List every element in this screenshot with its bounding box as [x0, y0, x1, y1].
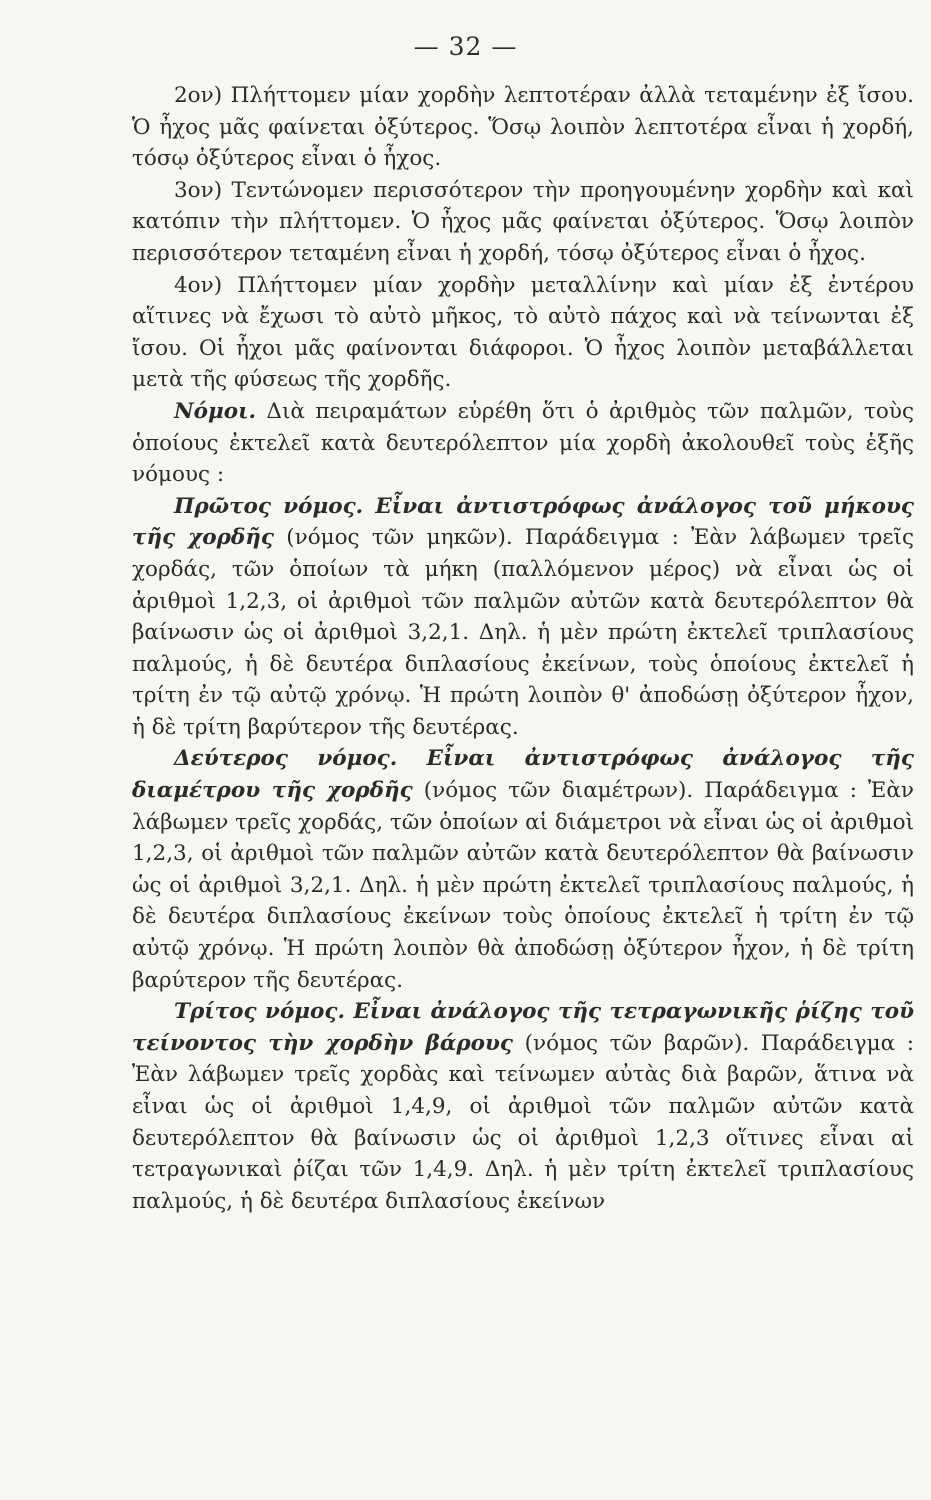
paragraph-2: 2ον) Πλήττομεν μίαν χορδὴν λεπτοτέραν ἀλλὰ τεταμένην ἐξ ἴσου. Ὁ ἦχος μᾶς φαίνεται ὀξύτερος. Ὅσῳ λοιπὸν λεπτοτέρα εἶναι ἡ χορδή, τόσῳ ὀξύτερος εἶναι ὁ ἦχος.	[132, 83, 914, 172]
laws-intro	[132, 396, 914, 491]
law-3-statement: Εἶναι ἀνάλογος τῆς τετραγωνικῆς ῥίζης τοῦ τείνοντος τὴν χορδὴν βάρους	[132, 999, 915, 1056]
body-text	[132, 80, 914, 1217]
law-2	[132, 743, 914, 996]
law-2-title: Δεύτερος νόμος.	[174, 746, 398, 772]
laws-heading: Νόμοι.	[174, 398, 256, 424]
law-1-title: Πρῶτος νόμος.	[174, 493, 364, 519]
law-1-statement: Εἶναι ἀντιστρόφως ἀνάλογος τοῦ μήκους τῆς χορδῆς	[132, 493, 914, 551]
law-1	[132, 491, 914, 744]
law-2-statement: Εἶναι ἀντιστρόφως ἀνάλογος τῆς διαμέτρου τῆς χορδῆς	[132, 746, 915, 804]
paragraph-4: 4ον) Πλήττομεν μίαν χορδὴν μεταλλίνην καὶ μίαν ἐξ ἐντέρου αἵτινες νὰ ἔχωσι τὸ αὐτὸ μῆκος, τὸ αὐτὸ πάχος καὶ νὰ τείνωνται ἐξ ἴσου. Οἱ ἦχοι μᾶς φαίνονται διάφοροι. Ὁ ἦχος λοιπὸν μεταβάλλεται μετὰ τῆς φύσεως τῆς χορδῆς.	[132, 272, 914, 393]
paragraph-3: 3ον) Τεντώνομεν περισσότερον τὴν προηγουμένην χορδὴν καὶ καὶ κατόπιν τὴν πλήττομεν. Ὁ ἦχος μᾶς φαίνεται ὀξύτερος. Ὅσῳ λοιπὸν περισσότερον τεταμένη εἶναι ἡ χορδή, τόσῳ ὀξύτερος εἶναι ὁ ἦχος.	[132, 177, 914, 266]
law-3-text: (νόμος τῶν βαρῶν). Παράδειγμα : Ἐὰν λάβωμεν τρεῖς χορδὰς καὶ τείνωμεν αὐτὰς διὰ βαρῶν, ἅτινα νὰ εἶναι ὡς οἱ ἀριθμοὶ 1,4,9, οἱ ἀριθμοὶ τῶν παλμῶν αὐτῶν κατὰ δευτερόλεπτον θὰ βαίνωσιν ὡς οἱ ἀριθμοὶ 1,2,3 οἵτινες εἶναι αἱ τετραγωνικαὶ ῥίζαι τῶν 1,4,9. Δηλ. ἡ μὲν τρίτη ἐκτελεῖ τριπλασίους παλμούς, ἡ δὲ δευτέρα διπλασίους ἐκείνων	[132, 1030, 914, 1214]
law-3-title: Τρίτος νόμος.	[174, 999, 345, 1025]
page-number: — 32 —	[413, 32, 518, 61]
law-1-text: (νόμος τῶν μηκῶν). Παράδειγμα : Ἐὰν λάβωμεν τρεῖς χορδάς, τῶν ὁποίων τὰ μήκη (παλλόμενον μέρος) νὰ εἶναι ὡς οἱ ἀριθμοὶ 1,2,3, οἱ ἀριθμοὶ τῶν παλμῶν αὐτῶν κατὰ δευτερόλεπτον θὰ βαίνωσιν ὡς οἱ ἀριθμοὶ 3,2,1. Δηλ. ἡ μὲν πρώτη ἐκτελεῖ τριπλασίους παλμούς, ἡ δὲ δευτέρα διπλασίους ἐκείνων, τοὺς ὁποίους ἐκτελεῖ ἡ τρίτη ἐν τῷ αὐτῷ χρόνῳ. Ἡ πρώτη λοιπὸν θ' ἀποδώσῃ ὀξύτερον ἦχον, ἡ δὲ τρίτη βαρύτερον τῆς δευτέρας.	[132, 525, 914, 740]
laws-intro-text: Διὰ πειραμάτων εὑρέθη ὅτι ὁ ἀριθμὸς τῶν παλμῶν, τοὺς ὁποίους ἐκτελεῖ κατὰ δευτερόλεπτον μία χορδὴ ἀκολουθεῖ τοὺς ἑξῆς νόμους :	[132, 398, 914, 488]
law-3	[132, 996, 914, 1217]
law-2-text: (νόμος τῶν διαμέτρων). Παράδειγμα : Ἐὰν λάβωμεν τρεῖς χορδάς, τῶν ὁποίων αἱ διάμετροι νὰ εἶναι ὡς οἱ ἀριθμοὶ 1,2,3, οἱ ἀριθμοὶ τῶν παλμῶν αὐτῶν κατὰ δευτερόλεπτον θὰ βαίνωσιν ὡς οἱ ἀριθμοὶ 3,2,1. Δηλ. ἡ μὲν πρώτη ἐκτελεῖ τριπλασίους παλμούς, ἡ δὲ δευτέρα διπλασίους ἐκείνων τοὺς ὁποίους ἐκτελεῖ ἡ τρίτη ἐν τῷ αὐτῷ χρόνῳ. Ἡ πρώτη λοιπὸν θὰ ἀποδώσῃ ὀξύτερον ἦχον, ἡ δὲ τρίτη βαρύτερον τῆς δευτέρας.	[132, 778, 914, 993]
